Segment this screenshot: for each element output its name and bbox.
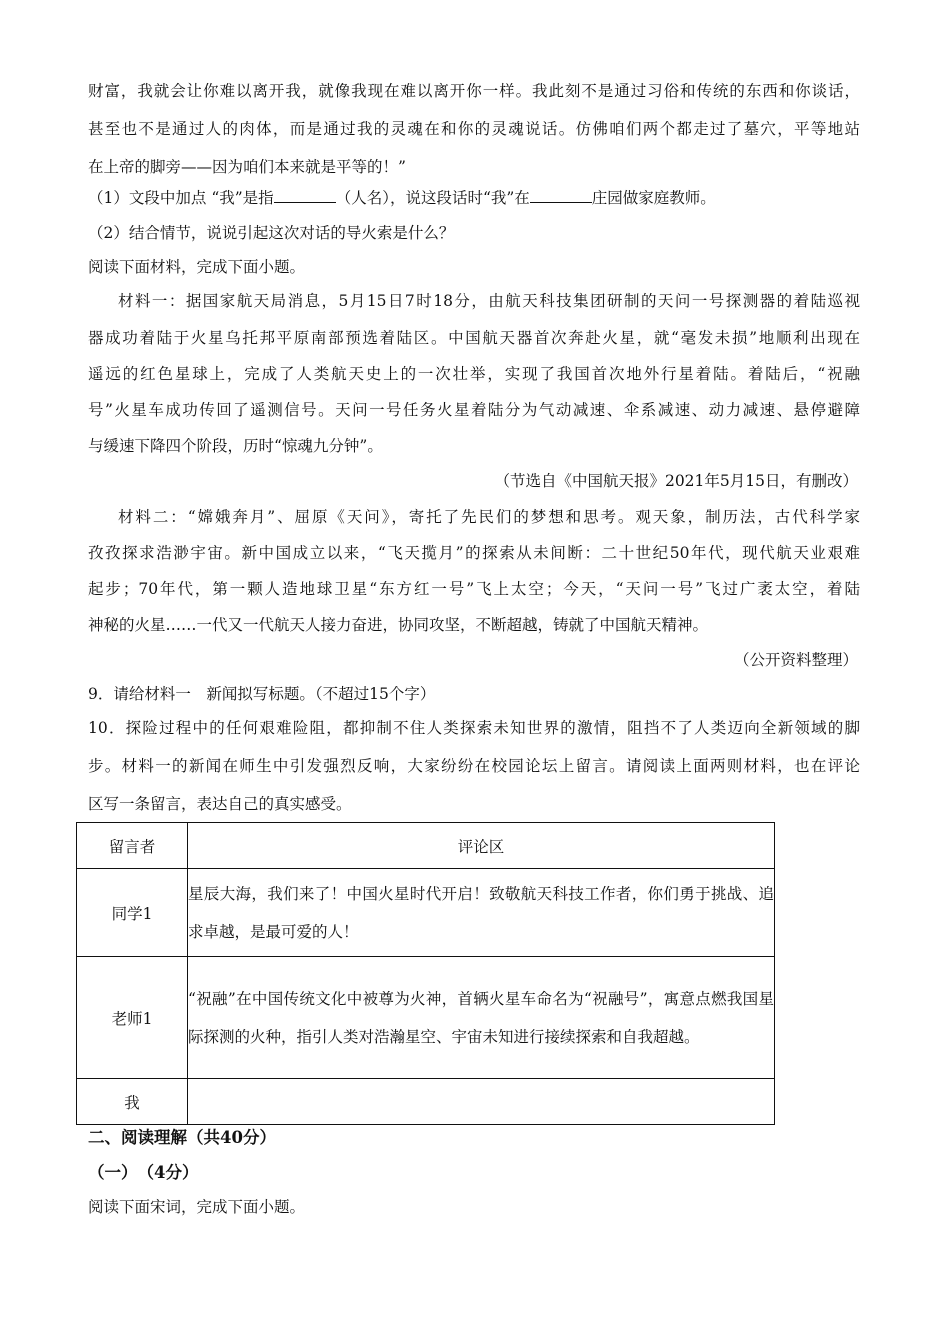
comment-text: “祝融”在中国传统文化中被尊为火神，首辆火星车命名为“祝融号”，寓意点燃我国星际探测的火种，指引人类对浩瀚星空、宇宙未知进行接续探索和自我超越。 xyxy=(188,957,775,1079)
my-comment-field[interactable] xyxy=(188,1079,775,1125)
material-1-source: （节选自《中国航天报》2021年5月15日，有删改） xyxy=(494,472,858,490)
table-row xyxy=(77,869,775,957)
table-header-row xyxy=(77,823,775,869)
question-1 xyxy=(88,187,716,209)
answer-blank-name[interactable] xyxy=(274,188,336,203)
question-1-prefix: （1）文段中加点 xyxy=(88,189,207,207)
subsection-title: （一） （4分） xyxy=(88,1163,199,1182)
commenter-name: 老师1 xyxy=(77,957,188,1079)
commenter-name: 同学1 xyxy=(77,869,188,957)
material-2-line: 神秘的火星……一代又一代航天人接力奋进，协同攻坚，不断超越，铸就了中国航天精神。 xyxy=(88,616,709,634)
question-1-text: 是指 xyxy=(242,189,274,207)
passage-line: 财富，我就会让你难以离开我，就像我现在难以离开你一样。我此刻不是通过习俗和传统的东西和你谈话， xyxy=(88,82,860,100)
question-10-line: 区写一条留言，表达自己的真实感受。 xyxy=(88,795,352,813)
answer-blank-estate[interactable] xyxy=(530,188,592,203)
instruction: 阅读下面宋词，完成下面小题。 xyxy=(88,1198,306,1216)
section-title: 二、阅读理解（共40分） xyxy=(88,1128,276,1147)
instruction: 阅读下面材料，完成下面小题。 xyxy=(88,258,306,276)
dotted-word: “我” xyxy=(211,189,243,207)
passage-line: 甚至也不是通过人的肉体，而是通过我的灵魂在和你的灵魂说话。仿佛咱们两个都走过了墓穴，平等地站 xyxy=(88,120,860,138)
material-1-line: 号”火星车成功传回了遥测信号。天问一号任务火星着陆分为气动减速、伞系减速、动力减速、悬停避障 xyxy=(88,401,860,419)
question-10-line: 步。材料一的新闻在师生中引发强烈反响，大家纷纷在校园论坛上留言。请阅读上面两则材料，也在评论 xyxy=(88,757,860,775)
material-2-line: 材料二：“嫦娥奔月”、屈原《天问》，寄托了先民们的梦想和思考。观天象，制历法，古代科学家 xyxy=(118,508,860,526)
question-2: （2）结合情节，说说引起这次对话的导火索是什么？ xyxy=(88,224,455,242)
material-2-source: （公开资料整理） xyxy=(733,651,858,669)
commenter-name: 我 xyxy=(77,1079,188,1125)
header-comment-area: 评论区 xyxy=(188,823,775,869)
material-1-line: 与缓速下降四个阶段，历时“惊魂九分钟”。 xyxy=(88,437,383,455)
comment-text: 星辰大海，我们来了！中国火星时代开启！致敬航天科技工作者，你们勇于挑战、追求卓越，是最可爱的人！ xyxy=(188,869,775,957)
material-2-line: 起步；70年代，第一颗人造地球卫星“东方红一号”飞上太空；今天，“天问一号”飞过广袤太空，着陆 xyxy=(88,580,860,598)
passage-line: 在上帝的脚旁——因为咱们本来就是平等的！” xyxy=(88,158,406,176)
table-row xyxy=(77,1079,775,1125)
question-10-line: 10．探险过程中的任何艰难险阻，都抑制不住人类探索未知世界的激情，阻挡不了人类迈向全新领域的脚 xyxy=(88,719,860,737)
material-1-line: 材料一：据国家航天局消息，5月15日7时18分，由航天科技集团研制的天问一号探测器的着陆巡视 xyxy=(118,292,860,310)
table-row xyxy=(77,957,775,1079)
header-commenter: 留言者 xyxy=(77,823,188,869)
question-1-text: （人名），说这段话时“我”在 xyxy=(335,189,530,207)
material-1-line: 遥远的红色星球上，完成了人类航天史上的一次壮举，实现了我国首次地外行星着陆。着陆后，“祝融 xyxy=(88,365,860,383)
question-9: 9．请给材料一 新闻拟写标题。（不超过15个字） xyxy=(88,685,436,703)
material-1-line: 器成功着陆于火星乌托邦平原南部预选着陆区。中国航天器首次奔赴火星，就“毫发未损”地顺利出现在 xyxy=(88,329,860,347)
material-2-line: 孜孜探求浩渺宇宙。新中国成立以来，“飞天揽月”的探索从未间断：二十世纪50年代，现代航天业艰难 xyxy=(88,544,860,562)
comment-table xyxy=(76,822,775,1125)
question-1-text: 庄园做家庭教师。 xyxy=(591,189,716,207)
